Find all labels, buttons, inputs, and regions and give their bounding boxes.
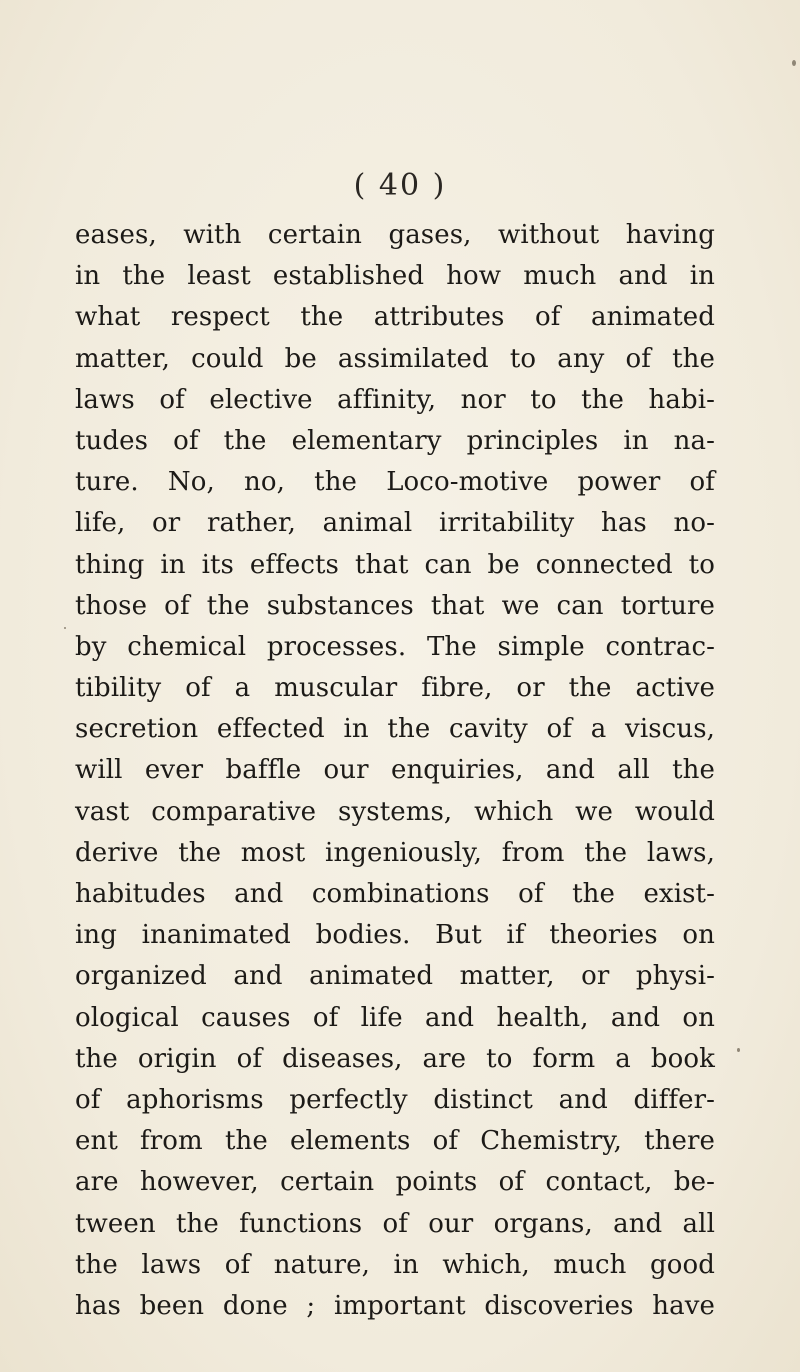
text-line: will ever baffle our enquiries, and all the bbox=[75, 755, 715, 786]
page-number: ( 40 ) bbox=[353, 168, 447, 203]
text-line: tween the functions of our organs, and all bbox=[75, 1208, 715, 1239]
text-line: of aphorisms perfectly distinct and differ- bbox=[75, 1084, 715, 1115]
text-line: life, or rather, animal irritability has no- bbox=[75, 508, 715, 539]
text-line: vast comparative systems, which we would bbox=[75, 796, 715, 827]
text-line: are however, certain points of contact, be- bbox=[75, 1167, 715, 1198]
text-line: derive the most ingeniously, from the laws, bbox=[75, 837, 715, 868]
text-line: thing in its effects that can be connected to bbox=[75, 549, 715, 580]
text-line: those of the substances that we can torture bbox=[75, 590, 715, 621]
text-line: eases, with certain gases, without having bbox=[75, 220, 715, 250]
text-line: the origin of diseases, are to form a book bbox=[75, 1043, 715, 1074]
text-line: what respect the attributes of animated bbox=[75, 302, 715, 333]
text-line: matter, could be assimilated to any of the bbox=[75, 343, 715, 374]
text-line: organized and animated matter, or physi- bbox=[75, 961, 715, 992]
text-line: habitudes and combinations of the exist- bbox=[75, 879, 715, 909]
text-line: ing inanimated bodies. But if theories on bbox=[75, 920, 715, 951]
text-line: tudes of the elementary principles in na- bbox=[75, 425, 715, 456]
text-line: by chemical processes. The simple contrac- bbox=[75, 631, 715, 662]
text-line: in the least established how much and in bbox=[75, 261, 715, 292]
text-line: ture. No, no, the Loco-motive power of bbox=[75, 467, 715, 498]
paper-speck bbox=[64, 627, 66, 629]
text-line: has been done ; important discoveries have bbox=[75, 1290, 715, 1321]
paper-speck bbox=[792, 60, 796, 66]
paper-speck bbox=[737, 1048, 740, 1052]
text-line: ent from the elements of Chemistry, there bbox=[75, 1126, 715, 1157]
text-line: ological causes of life and health, and on bbox=[75, 1002, 715, 1033]
text-line: tibility of a muscular fibre, or the active bbox=[75, 673, 715, 704]
body-text bbox=[75, 215, 715, 1327]
text-line: laws of elective affinity, nor to the habi- bbox=[75, 384, 715, 415]
text-line: the laws of nature, in which, much good bbox=[75, 1249, 715, 1280]
text-line: secretion effected in the cavity of a viscus, bbox=[75, 714, 715, 745]
